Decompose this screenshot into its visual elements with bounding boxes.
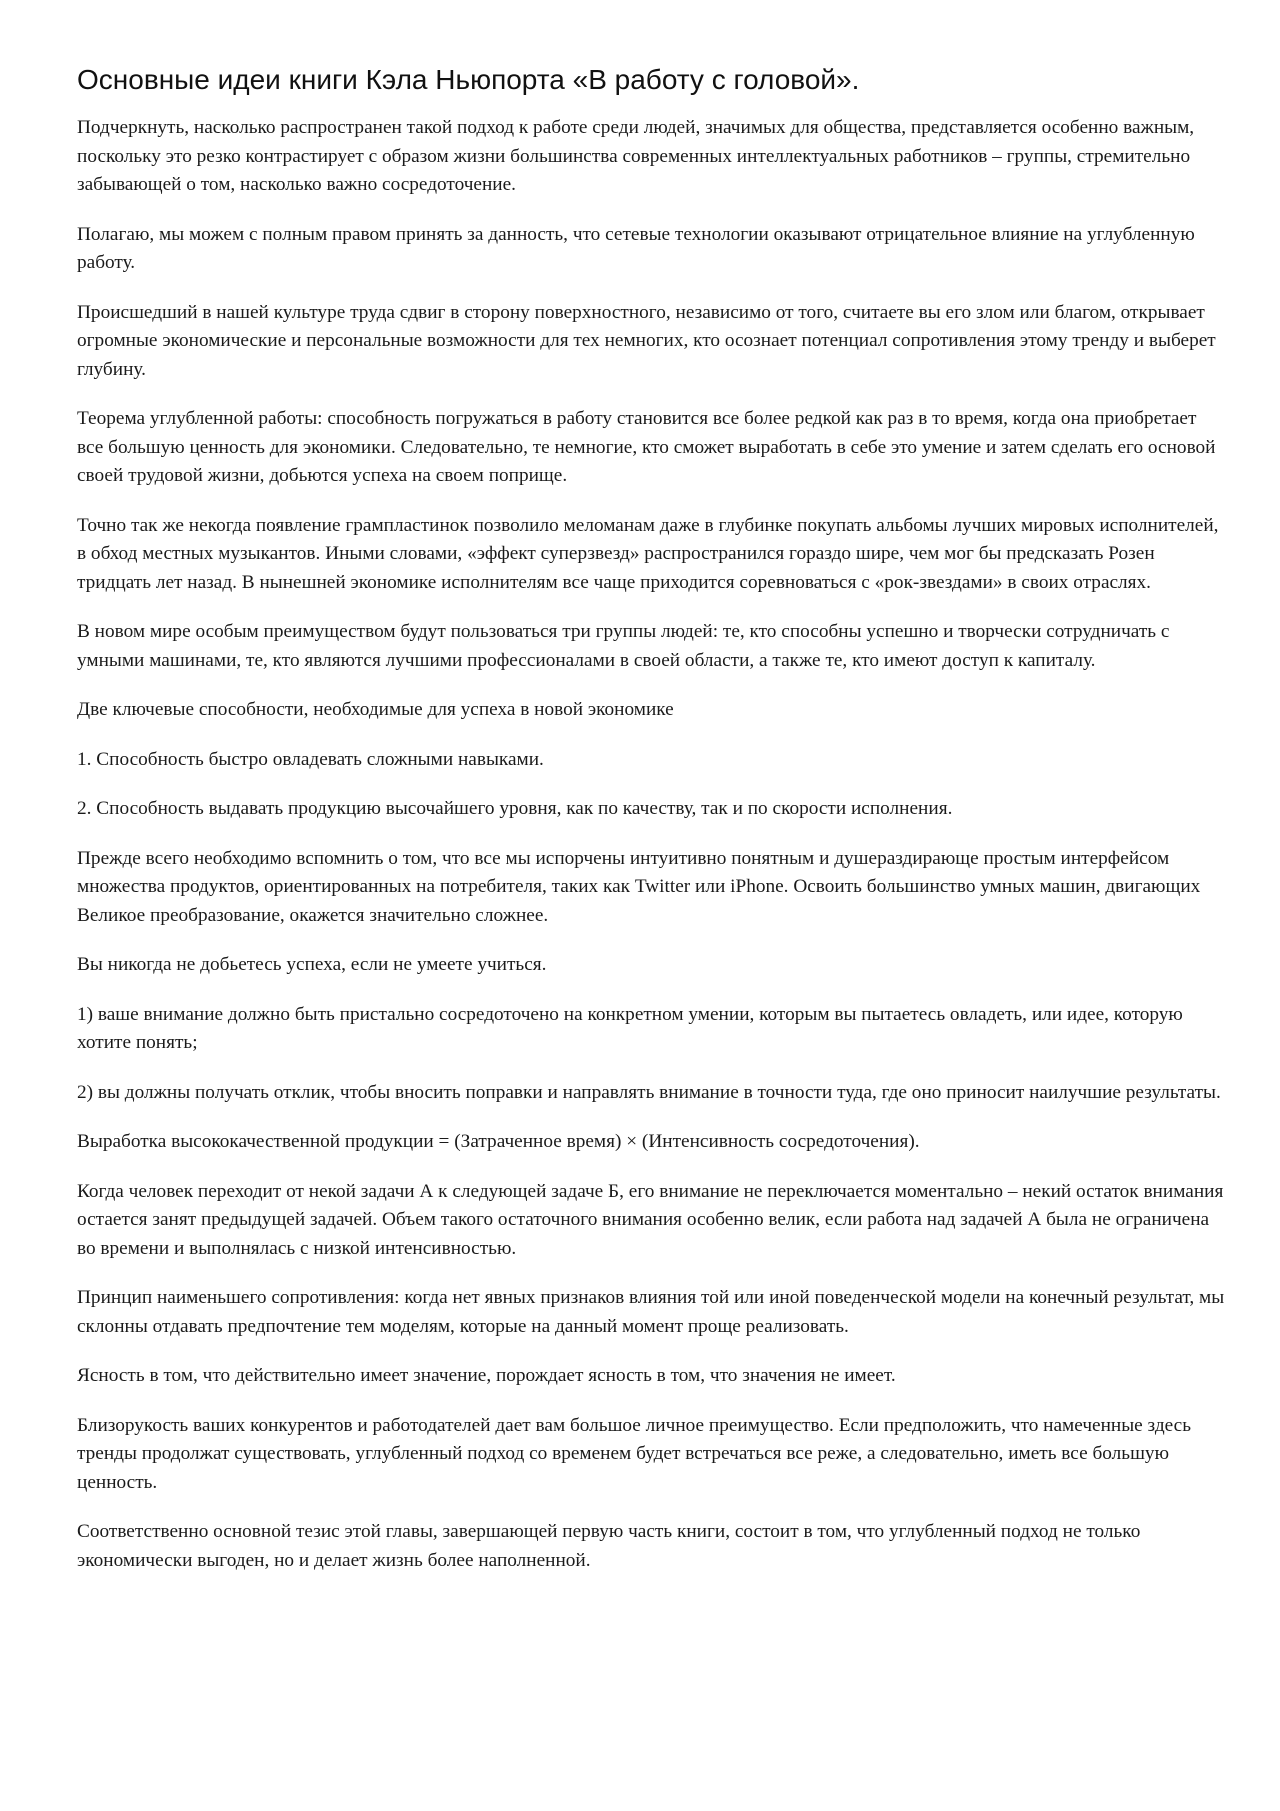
paragraph: Ясность в том, что действительно имеет значение, порождает ясность в том, что значения не имеет. [77, 1365, 896, 1386]
list-item-1: 1. Способность быстро овладевать сложными навыками. [77, 748, 544, 770]
paragraph-list-heading: Две ключевые способности, необходимые для успеха в новой экономике [77, 699, 674, 720]
condition-item-2: 2) вы должны получать отклик, чтобы вносить поправки и направлять внимание в точности туда, где оно приносит наилучшие результаты. [77, 1081, 1221, 1103]
paragraph: Полагаю, мы можем с полным правом принять за данность, что сетевые технологии оказывают отрицательное влияние на углубленную работу. [77, 223, 1195, 273]
document-page [77, 62, 1227, 1596]
paragraph: Близорукость ваших конкурентов и работодателей дает вам большое личное преимущество. Если предположить, что намеченные здесь тренды продолжат существовать, углубленный подход со временем будет встречаться все реже, а следовательно, иметь все большую ценность. [77, 1414, 1192, 1493]
list-item-2: 2. Способность выдавать продукцию высочайшего уровня, как по качеству, так и по скорости исполнения. [77, 798, 953, 819]
paragraph: Происшедший в нашей культуре труда сдвиг в сторону поверхностного, независимо от того, считаете вы его злом или благом, открывает огромные экономические и персональные возможности для тех немногих, кто осознает потенциал сопротивления этому тренду и выберет глубину. [77, 301, 1216, 380]
paragraph-intro: Подчеркнуть, насколько распространен такой подход к работе среди людей, значимых для общества, представляется особенно важным, поскольку это резко контрастирует с образом жизни большинства современных интеллектуальных работников – группы, стремительно забывающей о том, насколько важно сосредоточение. [77, 117, 1195, 195]
paragraph: В новом мире особым преимуществом будут пользоваться три группы людей: те, кто способны успешно и творчески сотрудничать с умными машинами, те, кто являются лучшими профессионалами в своей области, а также те, кто имеют доступ к капиталу. [77, 621, 1170, 671]
paragraph: Принцип наименьшего сопротивления: когда нет явных признаков влияния той или иной поведенческой модели на конечный результат, мы склонны отдавать предпочтение тем моделям, которые на данный момент проще реализовать. [77, 1287, 1225, 1337]
paragraph-theorem: Теорема углубленной работы: способность погружаться в работу становится все более редкой как раз в то время, когда она приобретает все большую ценность для экономики. Следовательно, те немногие, кто сможет выработать в себе это умение и затем сделать его основой своей трудовой жизни, добьются успеха на своем поприще. [77, 408, 1216, 486]
paragraph: Прежде всего необходимо вспомнить о том, что все мы испорчены интуитивно понятным и душераздирающе простым интерфейсом множества продуктов, ориентированных на потребителя, таких как Twitter или iPhone. Освоить большинство умных машин, двигающих Великое преобразование, окажется значительно сложнее. [77, 847, 1201, 926]
formula-paragraph: Выработка высококачественной продукции = (Затраченное время) × (Интенсивность сосредоточения). [77, 1131, 920, 1152]
document-title: Основные идеи книги Кэла Ньюпорта «В работу с головой». [77, 64, 860, 95]
paragraph: Вы никогда не добьетесь успеха, если не умеете учиться. [77, 954, 547, 975]
paragraph: Когда человек переходит от некой задачи А к следующей задаче Б, его внимание не переключается моментально – некий остаток внимания остается занят предыдущей задачей. Объем такого остаточного внимания особенно велик, если работа над задачей А была не ограничена во времени и выполнялась с низкой интенсивностью. [77, 1180, 1224, 1259]
condition-item-1: 1) ваше внимание должно быть пристально сосредоточено на конкретном умении, которым вы пытаетесь овладеть, или идее, которую хотите понять; [77, 1003, 1183, 1053]
paragraph-conclusion: Соответственно основной тезис этой главы, завершающей первую часть книги, состоит в том, что углубленный подход не только экономически выгоден, но и делает жизнь более наполненной. [77, 1521, 1141, 1571]
paragraph: Точно так же некогда появление грампластинок позволило меломанам даже в глубинке покупать альбомы лучших мировых исполнителей, в обход местных музыкантов. Иными словами, «эффект суперзвезд» распространился гораздо шире, чем мог бы предсказать Розен тридцать лет назад. В нынешней экономике исполнителям все чаще приходится соревноваться с «рок-звездами» в своих отраслях. [77, 514, 1219, 593]
